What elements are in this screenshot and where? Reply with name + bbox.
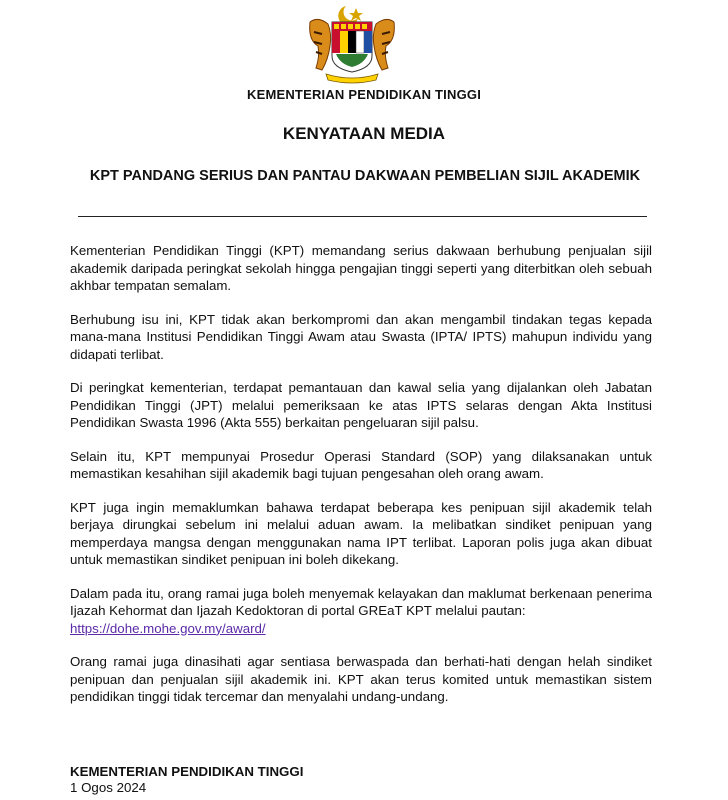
paragraph-1: Kementerian Pendidikan Tinggi (KPT) memandang serius dakwaan berhubung penjualan sijil akademik daripada peringkat sekolah hingga pengajian tinggi seperti yang diterbitkan oleh sebuah akhbar tempatan semalam. <box>70 243 652 293</box>
signoff <box>70 764 303 796</box>
press-release-title: KPT PANDANG SERIUS DAN PANTAU DAKWAAN PEMBELIAN SIJIL AKADEMIK <box>89 168 641 184</box>
paragraph-3: Di peringkat kementerian, terdapat pemantauan dan kawal selia yang dijalankan oleh Jabatan Pendidikan Tinggi (JPT) melalui pemeriksaan ke atas IPTS selaras dengan Akta Institusi Pendidikan Swasta 1996 (Akta 555) berkaitan pengeluaran sijil palsu. <box>70 380 652 430</box>
signoff-organization: KEMENTERIAN PENDIDIKAN TINGGI <box>70 764 304 779</box>
paragraph-6 <box>70 585 652 638</box>
paragraph-5: KPT juga ingin memaklumkan bahawa terdapat beberapa kes penipuan sijil akademik telah berjaya dirungkai sebelum ini melalui aduan awam. Ia melibatkan sindiket penipuan yang memperdaya mangsa dengan menggunakan nama IPT terlibat. Laporan polis juga akan dibuat untuk memastikan sindiket penipuan ini boleh dikekang. <box>70 499 652 567</box>
award-portal-link[interactable]: https://dohe.mohe.gov.my/award/ <box>70 620 266 636</box>
paragraph-2: Berhubung isu ini, KPT tidak akan berkompromi dan akan mengambil tindakan tegas kepada mana-mana Institusi Pendidikan Tinggi Awam atau Swasta (IPTA/ IPTS) mahupun individu yang didapati terlibat. <box>70 311 652 362</box>
document-type: KENYATAAN MEDIA <box>282 124 446 143</box>
malaysia-coat-of-arms-icon <box>296 2 408 86</box>
ministry-header: KEMENTERIAN PENDIDIKAN TINGGI <box>246 87 482 102</box>
paragraph-7: Orang ramai juga dinasihati agar sentiasa berwaspada dan berhati-hati dengan helah sindiket penipuan dan penjualan sijil akademik ini. KPT akan terus komited untuk memastikan sistem pendidikan tinggi tidak tercemar dan menyalahi undang-undang. <box>70 654 652 704</box>
title-divider <box>78 216 647 217</box>
paragraph-6-text: Dalam pada itu, orang ramai juga boleh menyemak kelayakan dan maklumat berkenaan penerima Ijazah Kehormat dan Ijazah Kedoktoran di portal GREaT KPT melalui pautan: <box>70 585 652 618</box>
press-release-body <box>70 242 652 722</box>
release-date: 1 Ogos 2024 <box>70 780 147 795</box>
paragraph-4: Selain itu, KPT mempunyai Prosedur Operasi Standard (SOP) yang dilaksanakan untuk memastikan kesahihan sijil akademik bagi tujuan pengesahan oleh orang awam. <box>70 448 652 481</box>
